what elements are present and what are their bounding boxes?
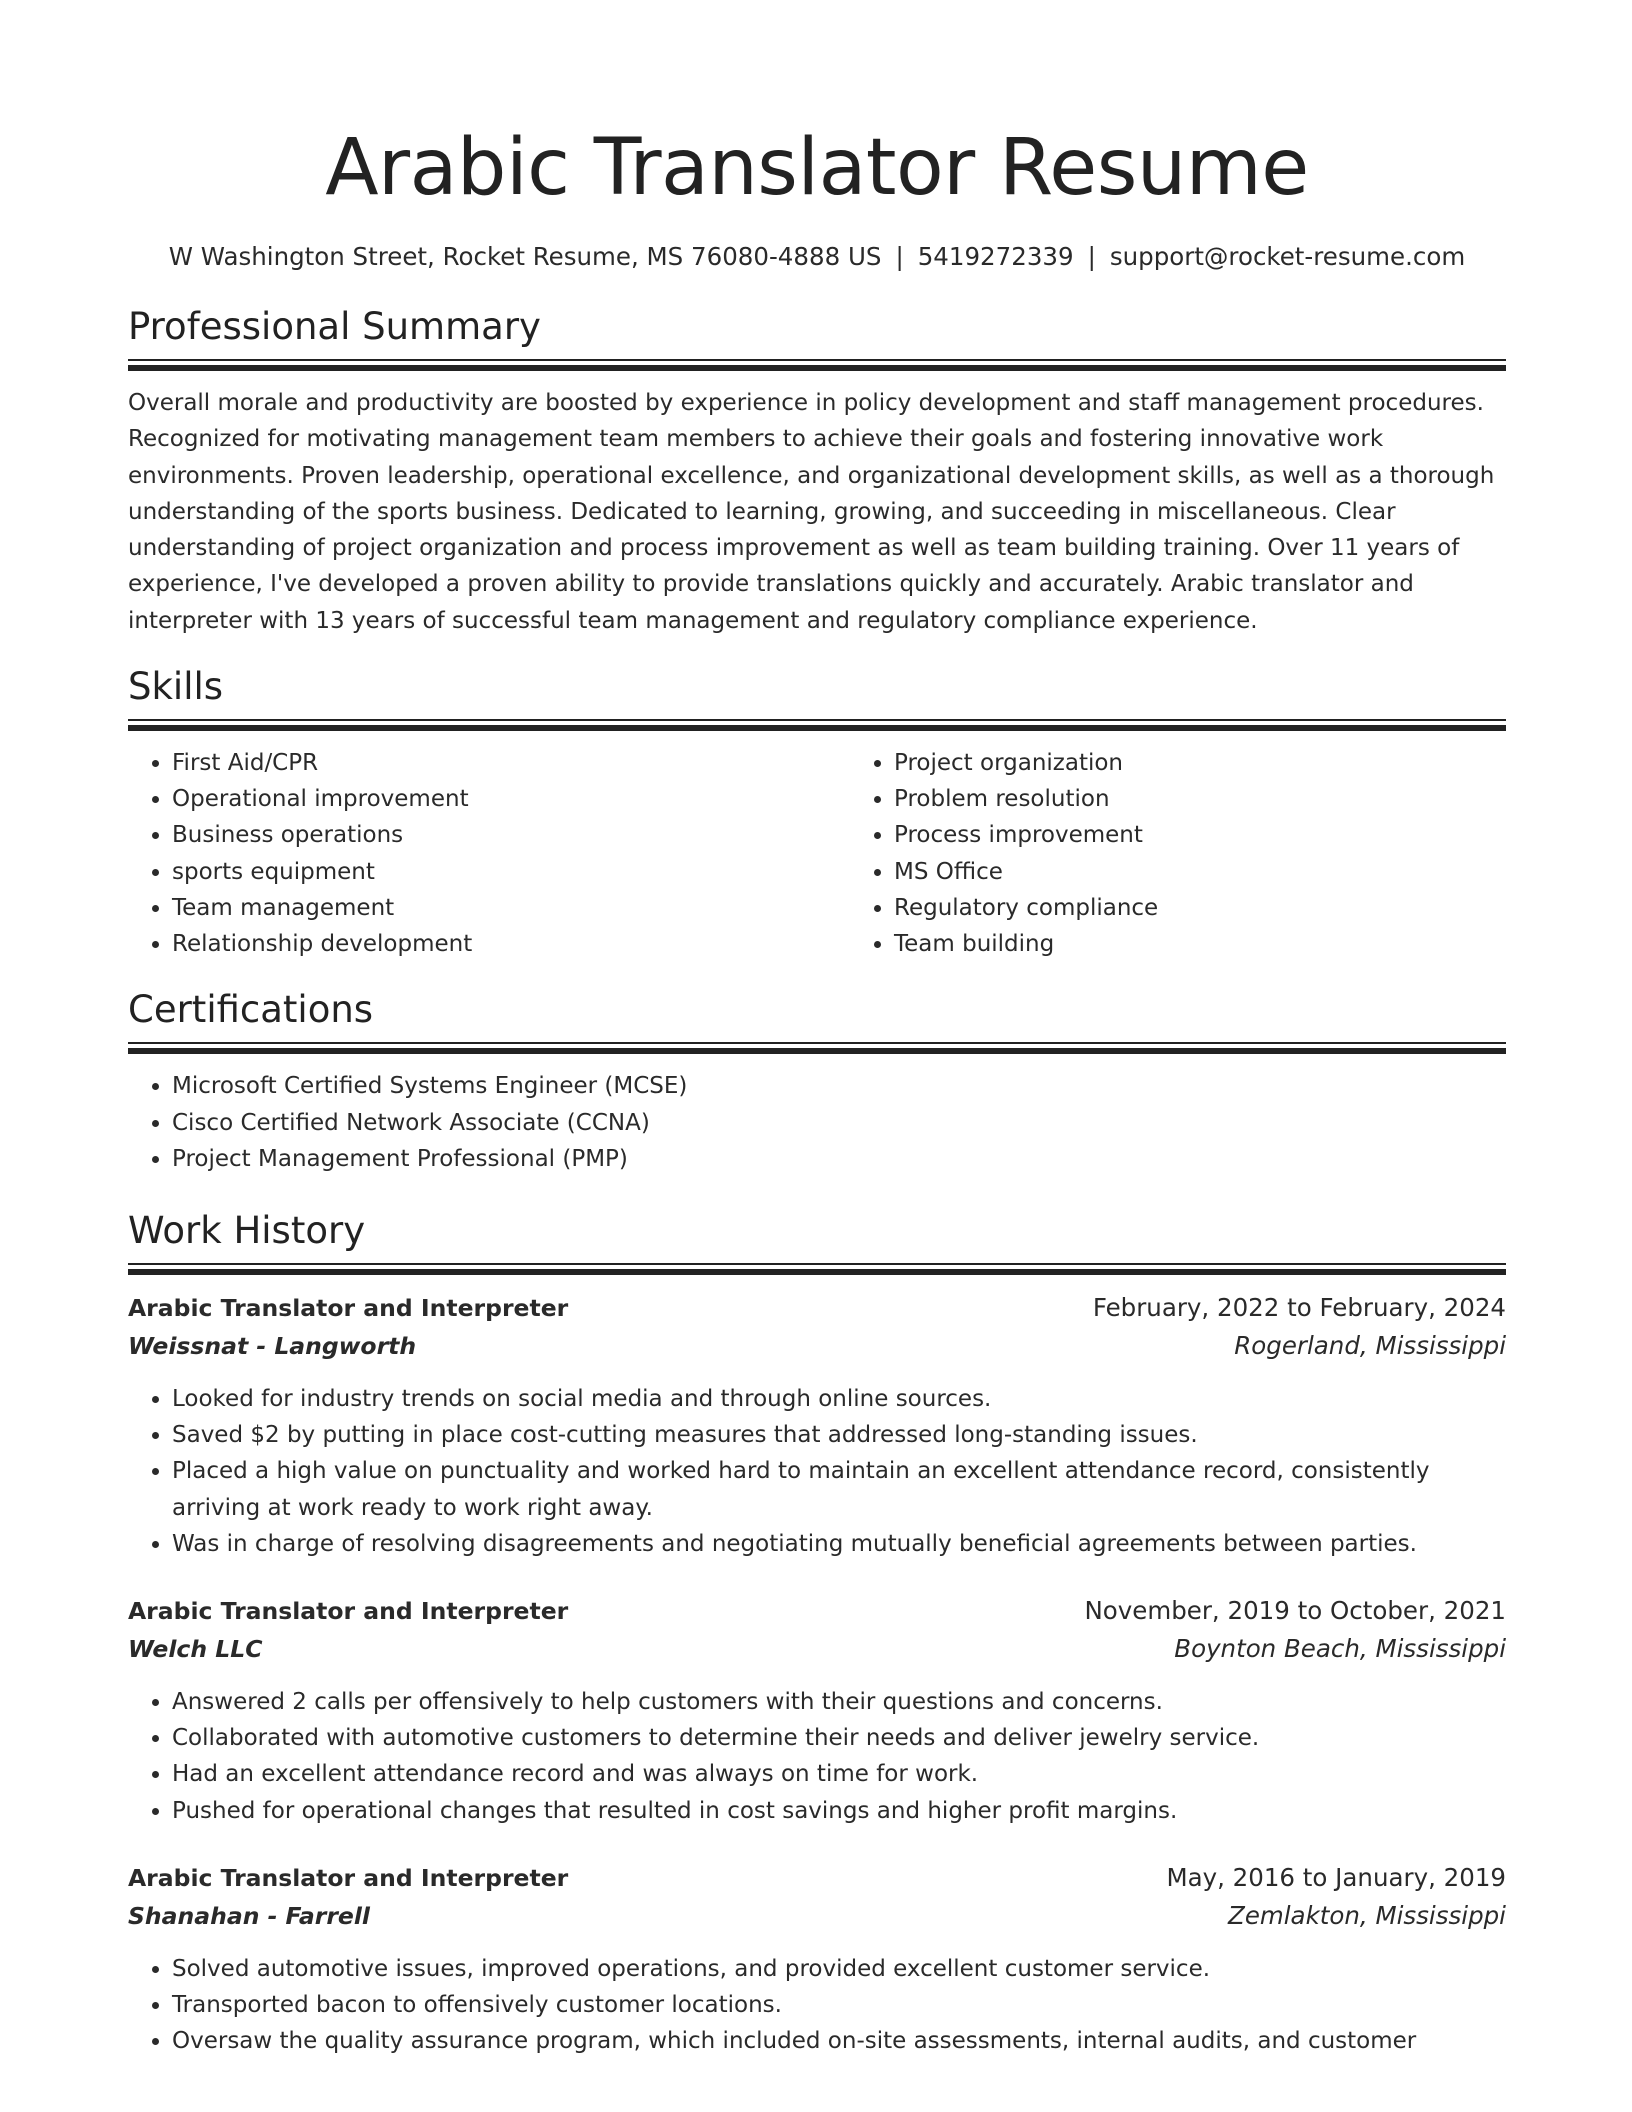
job-location: Zemlakton, Mississippi — [1228, 1900, 1506, 1930]
job-bullet: • Looked for industry trends on social media and through online sources. — [172, 1381, 1506, 1417]
job-bullets — [128, 1951, 1506, 2060]
job-company: Shanahan - Farrell — [128, 1901, 370, 1930]
certifications-list — [128, 1068, 1506, 1177]
certification-item: • Project Management Professional (PMP) — [172, 1141, 1506, 1177]
job-dates: May, 2016 to January, 2019 — [1166, 1862, 1506, 1892]
job-company: Welch LLC — [128, 1634, 263, 1663]
skill-item: • sports equipment — [172, 854, 850, 890]
contact-separator: | — [1087, 242, 1096, 271]
job-bullet: • Oversaw the quality assurance program, which included on-site assessments, internal audits, and customer — [172, 2023, 1506, 2059]
section-divider — [128, 719, 1506, 731]
section-heading-work-history: Work History — [128, 1208, 366, 1252]
job-bullet: • Had an excellent attendance record and was always on time for work. — [172, 1756, 1506, 1792]
section-divider — [128, 359, 1506, 371]
skills-list-right — [850, 745, 1572, 962]
resume-page — [128, 0, 1506, 2059]
job-header — [128, 1859, 1506, 1897]
skill-item: • Process improvement — [894, 817, 1572, 853]
resume-title: Arabic Translator Resume — [325, 123, 1309, 213]
skills-section — [128, 665, 1506, 962]
section-heading-summary: Professional Summary — [128, 305, 541, 348]
contact-separator: | — [895, 242, 904, 271]
skill-item: • Regulatory compliance — [894, 890, 1572, 926]
job-entry — [128, 1289, 1506, 1562]
job-bullet: • Saved $2 by putting in place cost-cutting measures that addressed long-standing issues. — [172, 1417, 1506, 1453]
job-title: Arabic Translator and Interpreter — [128, 1596, 569, 1625]
skills-grid — [128, 745, 1506, 962]
skill-item: • Operational improvement — [172, 781, 850, 817]
job-bullet: • Solved automotive issues, improved operations, and provided excellent customer service. — [172, 1951, 1506, 1987]
job-dates: February, 2022 to February, 2024 — [1092, 1292, 1506, 1322]
skill-item: • First Aid/CPR — [172, 745, 850, 781]
job-bullet: • Was in charge of resolving disagreements and negotiating mutually beneficial agreements between parties. — [172, 1526, 1506, 1562]
contact-email: support@rocket-resume.com — [1109, 242, 1466, 271]
job-dates: November, 2019 to October, 2021 — [1084, 1595, 1506, 1625]
certification-item: • Cisco Certified Network Associate (CCNA) — [172, 1105, 1506, 1141]
job-entry — [128, 1859, 1506, 2060]
contact-line — [128, 242, 1506, 272]
skill-item: • MS Office — [894, 854, 1572, 890]
job-bullets — [128, 1381, 1506, 1562]
job-title: Arabic Translator and Interpreter — [128, 1863, 569, 1892]
job-header — [128, 1289, 1506, 1327]
job-location: Rogerland, Mississippi — [1234, 1330, 1506, 1360]
section-divider — [128, 1263, 1506, 1275]
job-bullet: • Answered 2 calls per offensively to help customers with their questions and concerns. — [172, 1684, 1506, 1720]
section-heading-certifications: Certifications — [128, 988, 374, 1032]
job-title: Arabic Translator and Interpreter — [128, 1293, 569, 1322]
contact-address: W Washington Street, Rocket Resume, MS 76080-4888 US — [168, 242, 882, 271]
contact-phone: 5419272339 — [917, 242, 1074, 271]
certification-item: • Microsoft Certified Systems Engineer (MCSE) — [172, 1068, 1506, 1104]
section-heading-skills: Skills — [128, 665, 224, 709]
job-subheader — [128, 1327, 1506, 1365]
job-location: Boynton Beach, Mississippi — [1174, 1633, 1506, 1663]
job-bullet: • Pushed for operational changes that resulted in cost savings and higher profit margins. — [172, 1793, 1506, 1829]
job-header — [128, 1592, 1506, 1630]
skill-item: • Project organization — [894, 745, 1572, 781]
skill-item: • Problem resolution — [894, 781, 1572, 817]
skill-item: • Relationship development — [172, 926, 850, 962]
summary-text: Overall morale and productivity are boosted by experience in policy development and staff management procedures. Recognized for motivating management team members to achieve their goals and fostering innovative work environments. Proven leadership, operational excellence, and organizational development skills, as well as a thorough understanding of the sports business. Dedicated to learning, growing, and succeeding in miscellaneous. Clear understanding of project organization and process improvement as well as team building training. Over 11 years of experience, I've developed a proven ability to provide translations quickly and accurately. Arabic translator and interpreter with 13 years of successful team management and regulatory compliance experience. — [128, 390, 1495, 634]
job-subheader — [128, 1630, 1506, 1668]
section-divider — [128, 1042, 1506, 1054]
job-entry — [128, 1592, 1506, 1829]
job-bullet: • Placed a high value on punctuality and worked hard to maintain an excellent attendance record, consistently arriving at work ready to work right away. — [172, 1453, 1506, 1525]
skill-item: • Team building — [894, 926, 1572, 962]
skill-item: • Team management — [172, 890, 850, 926]
summary-section — [128, 305, 1506, 639]
job-bullet: • Transported bacon to offensively customer locations. — [172, 1987, 1506, 2023]
job-company: Weissnat - Langworth — [128, 1331, 417, 1360]
skill-item: • Business operations — [172, 817, 850, 853]
work-history-section — [128, 1209, 1506, 2059]
certifications-section — [128, 988, 1506, 1177]
job-bullet: • Collaborated with automotive customers to determine their needs and deliver jewelry service. — [172, 1720, 1506, 1756]
job-subheader — [128, 1897, 1506, 1935]
skills-list-left — [128, 745, 850, 962]
job-bullets — [128, 1684, 1506, 1829]
